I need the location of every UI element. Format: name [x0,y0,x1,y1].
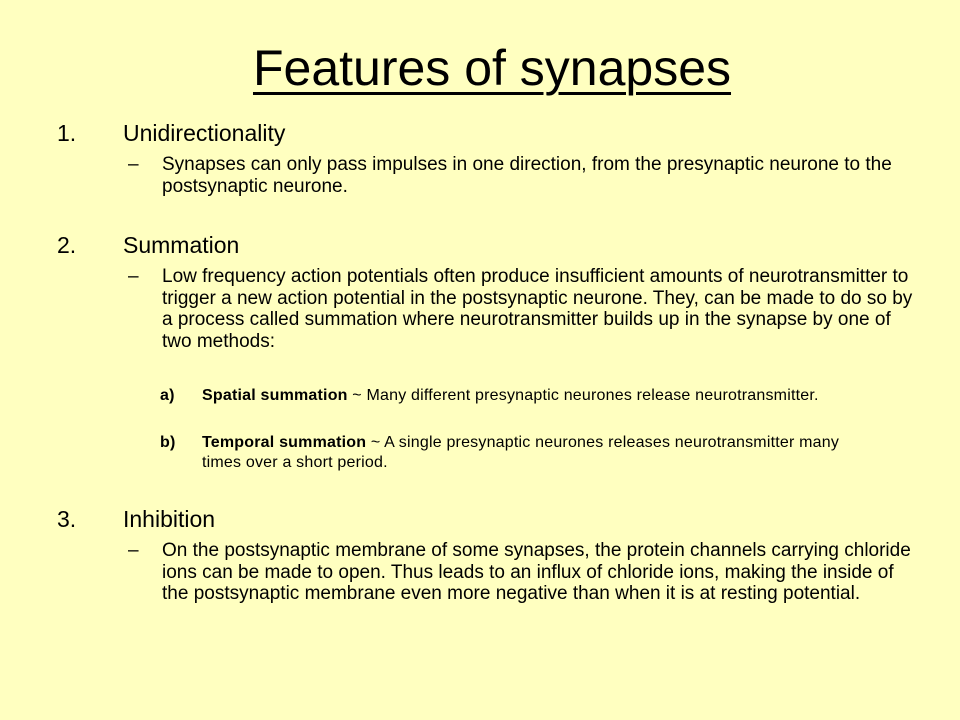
bullet-dash: – [128,540,139,561]
subitem-term: Temporal summation [202,434,367,451]
bullet-text: On the postsynaptic membrane of some synapses, the protein channels carrying chloride ions can be made to open. Thus leads to an influx of chloride ions, making the inside of the postsynaptic membrane even more negative than when it is at resting potential. [162,540,911,604]
subitem-description: ~ A single presynaptic neurones releases neurotransmitter many times over a short period. [202,434,840,471]
bullet-dash: – [128,266,139,287]
section-heading-label: Unidirectionality [123,120,286,146]
subitem-text [202,433,862,473]
bullet-text: Low frequency action potentials often produce insufficient amounts of neurotransmitter to trigger a new action potential in the postsynaptic neurone. They, can be made to do so by a process called summation where neurotransmitter builds up in the synapse by one of two methods: [162,266,913,352]
section-heading-label: Summation [123,232,240,258]
subitem-description: ~ Many different presynaptic neurones release neurotransmitter. [347,387,819,404]
slide-title: Features of synapses [252,40,732,96]
subitem-marker: b) [160,434,176,451]
bullet-text: Synapses can only pass impulses in one direction, from the presynaptic neurone to the postsynaptic neurone. [162,154,892,197]
subitem-term: Spatial summation [202,387,348,404]
section-number: 1. [57,120,77,146]
section-number: 2. [57,232,77,258]
section-number: 3. [57,506,77,532]
subitem-text [202,386,862,406]
bullet-dash: – [128,154,139,175]
section-heading-label: Inhibition [123,506,216,532]
subitem-marker: a) [160,387,175,404]
